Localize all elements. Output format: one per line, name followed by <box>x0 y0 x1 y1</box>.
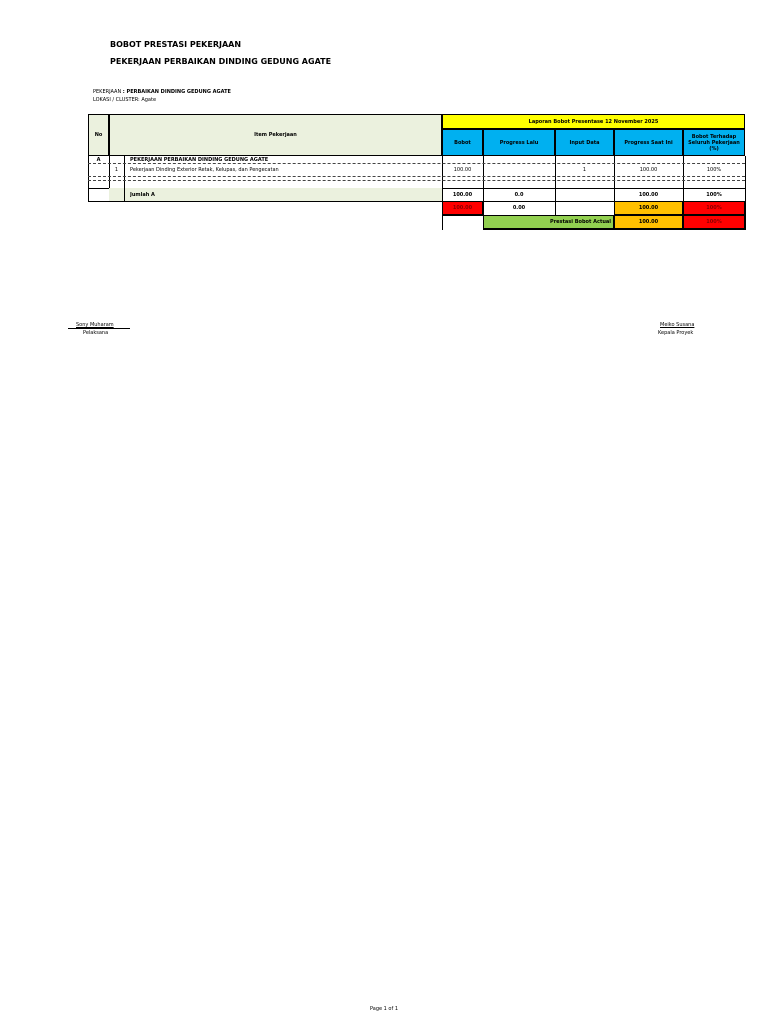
item-input-data: 1 <box>582 167 587 173</box>
header-progress-lalu: Progress Lalu <box>483 129 555 156</box>
jumlah-bobot: 100.00 <box>452 191 473 198</box>
page-subtitle: PEKERJAAN PERBAIKAN DINDING GEDUNG AGATE <box>110 57 332 66</box>
header-input-data: Input Data <box>555 129 614 156</box>
item-progress: 100.00 <box>639 167 658 173</box>
summary-progress: 100.00 <box>614 201 683 215</box>
lokasi-line: LOKASI / CLUSTER: Agate <box>93 97 157 103</box>
row-divider <box>88 180 745 181</box>
signature-left-line <box>68 328 130 329</box>
signature-left-name: Sony Muharam <box>76 322 114 328</box>
jumlah-progress-lalu: 0.0 <box>514 191 524 198</box>
row-divider <box>88 176 745 177</box>
item-no: 1 <box>114 167 119 173</box>
summary-progress-lalu: 0.00 <box>512 205 526 211</box>
jumlah-label: Jumlah A <box>130 191 155 198</box>
signature-left-role: Pelaksana <box>83 330 109 336</box>
header-no: No <box>88 114 109 156</box>
pekerjaan-value: : PERBAIKAN DINDING GEDUNG AGATE <box>122 89 231 95</box>
item-percent: 100% <box>706 167 722 173</box>
page-title: BOBOT PRESTASI PEKERJAAN <box>110 40 242 49</box>
pekerjaan-label: PEKERJAAN <box>93 89 122 95</box>
item-bobot: 100.00 <box>453 167 472 173</box>
signature-right-name: Meiko Susana <box>660 322 695 328</box>
pekerjaan-line <box>93 89 231 95</box>
summary-bobot: 100.00 <box>442 201 483 215</box>
page-number: Page 1 of 1 <box>369 1006 399 1012</box>
item-description: Pekerjaan Dinding Exterior Retak, Kelupas, dan Pengecatan <box>130 167 279 173</box>
jumlah-progress: 100.00 <box>638 191 659 198</box>
header-bobot-terhadap: Bobot Terhadap Seluruh Pekerjaan (%) <box>683 129 745 156</box>
header-report-title: Laporan Bobot Presentase 12 November 2025 <box>442 114 745 129</box>
grid-right <box>745 156 746 230</box>
row-divider <box>483 229 745 230</box>
actual-label: Prestasi Bobot Actual <box>483 215 614 229</box>
signature-right-role: Kepala Proyek <box>658 330 694 336</box>
summary-percent: 100% <box>683 201 745 215</box>
actual-progress: 100.00 <box>614 215 683 229</box>
section-no: A <box>96 156 101 163</box>
header-progress-saat-ini: Progress Saat Ini <box>614 129 683 156</box>
header-item: Item Pekerjaan <box>109 114 442 156</box>
grid-sub-divider <box>124 188 125 201</box>
jumlah-percent: 100% <box>706 191 722 198</box>
actual-percent: 100% <box>683 215 745 229</box>
section-title: PEKERJAAN PERBAIKAN DINDING GEDUNG AGATE <box>130 156 269 163</box>
header-bobot: Bobot <box>442 129 483 156</box>
